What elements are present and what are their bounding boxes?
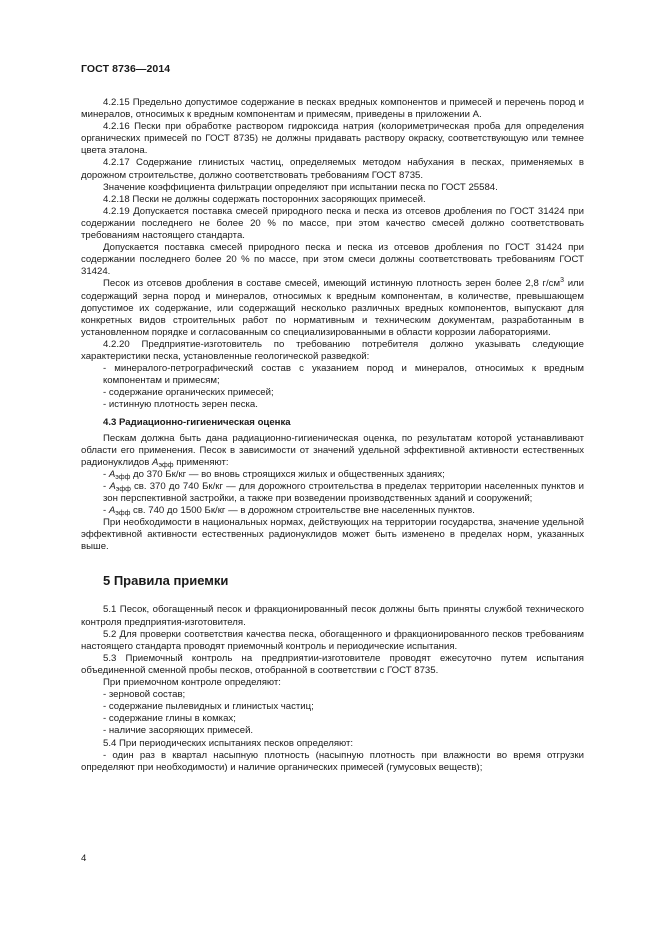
a-subscript: эфф [115, 510, 131, 518]
section-heading-5: 5 Правила приемки [103, 573, 229, 589]
list-item: - содержание органических примесей; [103, 387, 274, 399]
clause-4-2-18: 4.2.18 Пески не должны содержать посторонних засоряющих примесей. [103, 193, 426, 205]
clause-4-2-15: 4.2.15 Предельно допустимое содержание в песках вредных компонентов и примесей и перечень пород и минералов, относимых к вредным компонентам и примесям, приведены в приложении А. [81, 97, 584, 121]
screenings-paragraph [81, 278, 584, 338]
a-symbol: A [109, 480, 116, 492]
subsection-heading-4-3: 4.3 Радиационно-гигиеническая оценка [103, 417, 291, 429]
activity-item-3 [81, 505, 584, 517]
page-number: 4 [81, 853, 87, 864]
filtration-paragraph: Значение коэффициента фильтрации определяют при испытании песка по ГОСТ 25584. [103, 181, 498, 193]
clause-5-1: 5.1 Песок, обогащенный песок и фракционированный песок должны быть приняты службой технического контроля предприятия-изготовителя. [81, 604, 584, 628]
clause-4-2-16: 4.2.16 Пески при обработке раствором гидроксида натрия (колориметрическая проба для определения органических примесей по ГОСТ 8735) не должны придавать раствору окраску, соответствующую или темнее цвета эталона. [81, 121, 584, 157]
clause-5-2: 5.2 Для проверки соответствия качества песка, обогащенного и фракционированного песков требованиям настоящего стандарта проводят приемочный контроль и периодические испытания. [81, 628, 584, 652]
list-item: - истинную плотность зерен песка. [103, 399, 258, 411]
item-text: до 370 Бк/кг — во вновь строящихся жилых и общественных зданиях; [130, 468, 445, 480]
activity-item-1 [81, 469, 584, 481]
a-subscript: эфф [115, 473, 131, 481]
list-item: - один раз в квартал насыпную плотность (насыпную плотность при влажности во время отгрузки определяют при необходимости) и наличие органических примесей (гумусовых веществ); [81, 749, 584, 773]
list-item: - содержание глины в комках; [103, 713, 236, 725]
item-text: св. 370 до 740 Бк/кг — для дорожного строительства в пределах территории населенных пунктов и зон перспективной застройки, а также при возведении производственных зданий и сооружений; [103, 480, 584, 504]
item-dash: - [103, 480, 110, 492]
radiation-paragraph [81, 433, 584, 469]
list-item: - зерновой состав; [103, 689, 186, 701]
item-dash: - [103, 505, 109, 517]
mix-paragraph: Допускается поставка смесей природного песка и песка из отсевов дробления по ГОСТ 31424 при содержании последнего более 20 % по массе, при этом смеси должны соответствовать требованиям ГОСТ 31424. [81, 242, 584, 278]
radiation-text-b: применяют: [173, 456, 229, 468]
screenings-text-b: или содержащий зерна пород и минералов, относимых к вредным компонентам, в количестве, превышающем допустимое их содержание, или содержащий несколько различных вредных компонентов, выпускают для конкретных видов строительных работ по нормативным и техническим документам, разработанным в установленном порядке и согласованным со специализированными в области коррозии лабораториями. [81, 278, 585, 338]
national-norms-paragraph: При необходимости в национальных нормах, действующих на территории государства, значение удельной эффективной активности естественных радионуклидов может быть изменено в пределах норм, указанных выше. [81, 517, 584, 553]
clause-5-4: 5.4 При периодических испытаниях песков определяют: [103, 737, 354, 749]
radiation-text-a: Пескам должна быть дана радиационно-гигиеническая оценка, по результатам которой устанавливают области его применения. Песок в зависимости от значений удельной эффективной активности естественных радионуклидов [81, 432, 584, 468]
a-subscript: эфф [115, 485, 131, 493]
a-subscript: эфф [158, 461, 174, 469]
clause-4-2-17: 4.2.17 Содержание глинистых частиц, определяемых методом набухания в песках, применяемых в дорожном строительстве, должно соответствовать требованиям ГОСТ 8735. [81, 157, 584, 181]
document-body [81, 97, 584, 774]
list-item: - наличие засоряющих примесей. [103, 725, 254, 737]
a-symbol: A [108, 468, 116, 480]
a-symbol: A [108, 505, 116, 517]
item-text: св. 740 до 1500 Бк/кг — в дорожном строительстве вне населенных пунктов. [130, 505, 475, 517]
clause-5-3: 5.3 Приемочный контроль на предприятии-изготовителе проводят ежесуточно путем испытания объединенной сменной пробы песков, отобранной в соответствии с ГОСТ 8735. [81, 652, 584, 676]
clause-4-2-20: 4.2.20 Предприятие-изготовитель по требованию потребителя должно указывать следующие характеристики песка, установленные геологической разведкой: [81, 338, 584, 362]
list-item: - содержание пылевидных и глинистых частиц; [103, 701, 314, 713]
document-header: ГОСТ 8736—2014 [81, 63, 171, 75]
acceptance-paragraph: При приемочном контроле определяют: [103, 677, 281, 689]
screenings-text-a: Песок из отсевов дробления в составе смесей, имеющий истинную плотность зерен более 2,8 г/см [103, 278, 561, 290]
activity-item-2 [81, 481, 584, 505]
clause-4-2-19: 4.2.19 Допускается поставка смесей природного песка и песка из отсевов дробления по ГОСТ 31424 при содержании последнего не более 20 % по массе, при этом качество смесей должно соответствовать требованиям настоящего стандарта. [81, 205, 584, 242]
list-item: - минералого-петрографический состав с указанием пород и минералов, относимых к вредным компонентам и примесям; [103, 363, 584, 387]
item-dash: - [103, 468, 109, 480]
a-symbol: A [152, 456, 159, 468]
superscript-cube: 3 [560, 277, 564, 285]
